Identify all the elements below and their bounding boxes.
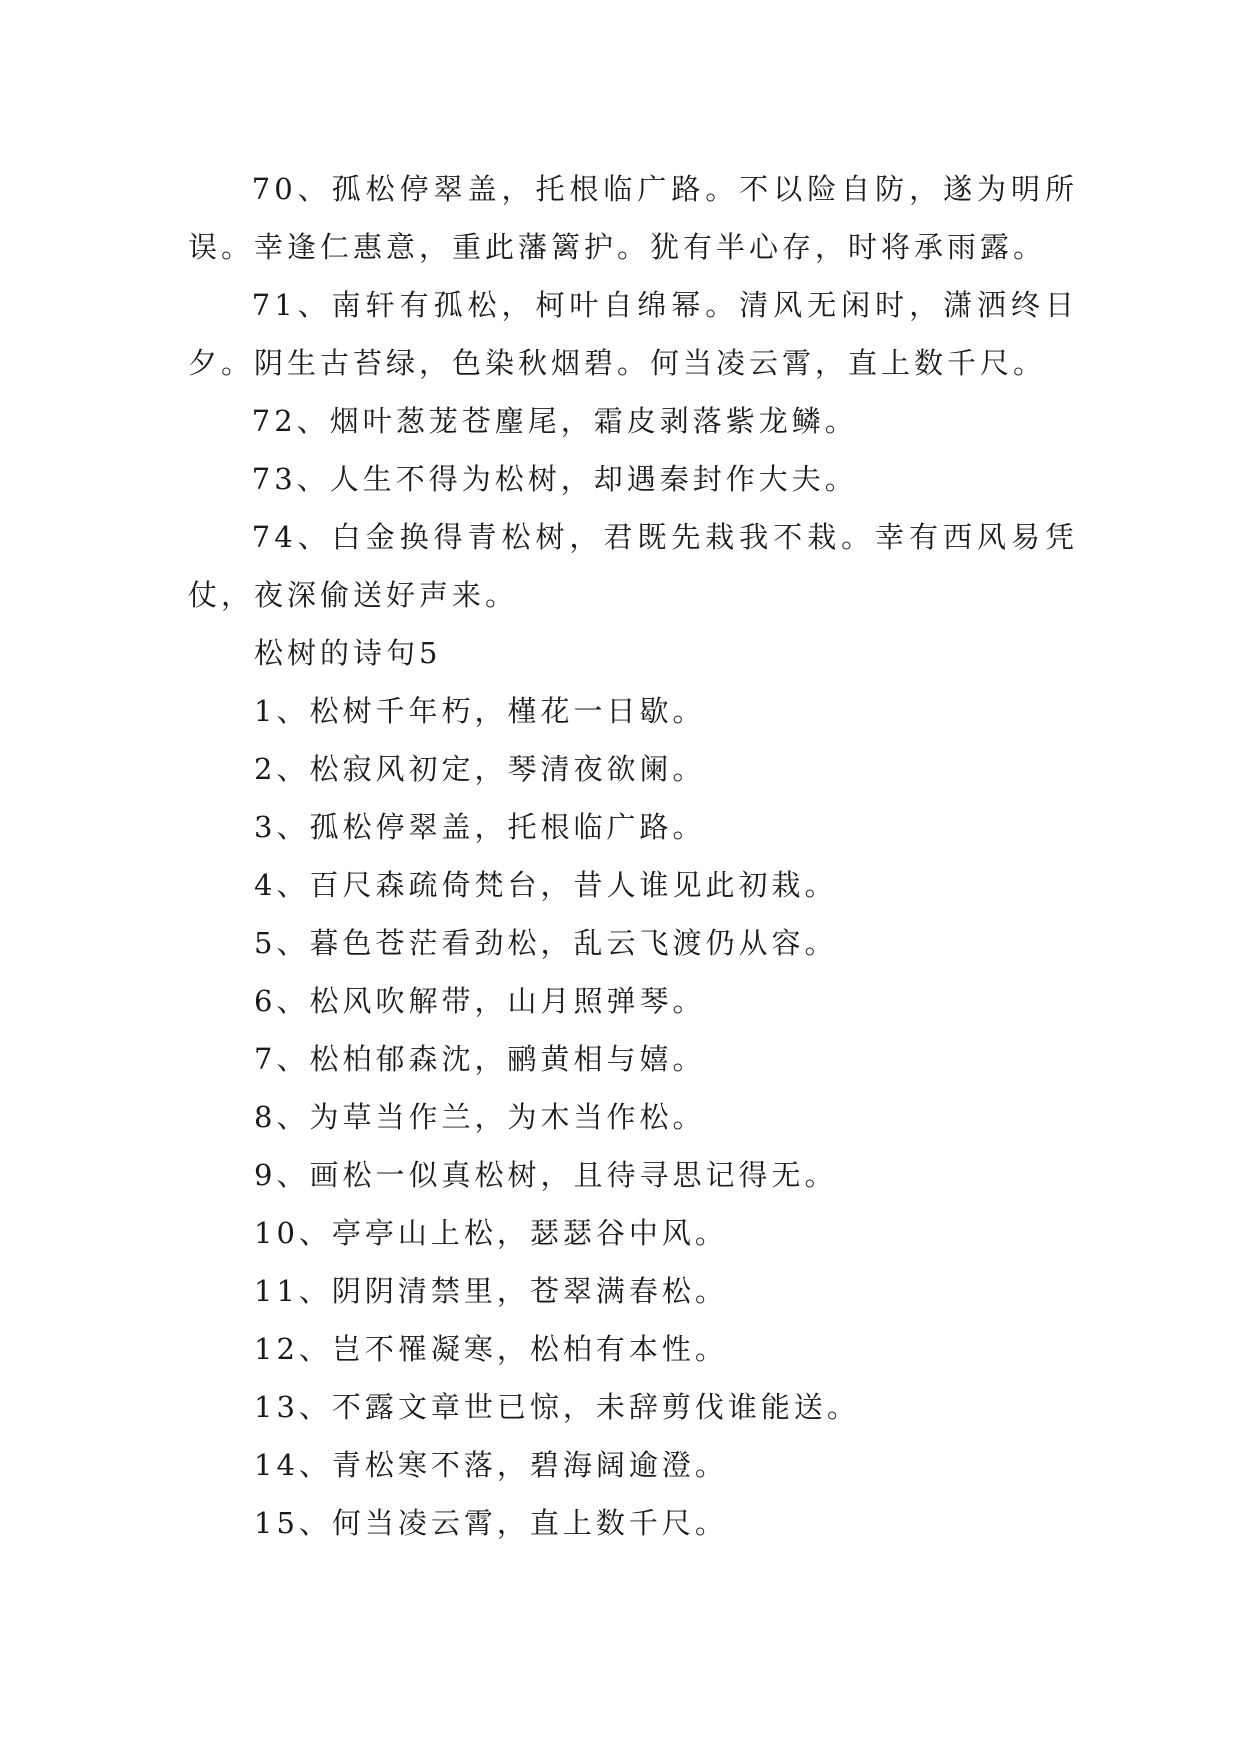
poem-line-6: 6、松风吹解带，山月照弹琴。 [254,984,706,1018]
poem-line-9: 9、画松一似真松树，且待寻思记得无。 [254,1158,838,1192]
poem-line-12: 12、岂不罹凝寒，松柏有本性。 [254,1332,728,1366]
poem-line-7: 7、松柏郁森沈，鹂黄相与嬉。 [254,1042,706,1076]
section-title: 松树的诗句5 [254,636,442,670]
poem-line-14: 14、青松寒不落，碧海阔逾澄。 [254,1448,728,1482]
poem-line-13: 13、不露文章世已惊，未辞剪伐谁能送。 [254,1390,860,1424]
poem-line-10: 10、亭亭山上松，瑟瑟谷中风。 [254,1216,728,1250]
poem-line-3: 3、孤松停翠盖，托根临广路。 [254,810,706,844]
poem-line-15: 15、何当凌云霄，直上数千尺。 [254,1506,728,1540]
document-body [188,160,1078,1552]
poem-paragraph-71: 71、南轩有孤松，柯叶自绵幂。清风无闲时，潇洒终日夕。阴生古苔绿，色染秋烟碧。何当凌云霄，直上数千尺。 [188,288,1078,380]
poem-line-8: 8、为草当作兰，为木当作松。 [254,1100,706,1134]
poem-line-1: 1、松树千年朽，槿花一日歇。 [254,694,706,728]
poem-paragraph-73: 73、人生不得为松树，却遇秦封作大夫。 [251,462,858,496]
poem-paragraph-72: 72、烟叶葱茏苍麈尾，霜皮剥落紫龙鳞。 [251,404,858,438]
poem-line-5: 5、暮色苍茫看劲松，乱云飞渡仍从容。 [254,926,838,960]
poem-paragraph-74: 74、白金换得青松树，君既先栽我不栽。幸有西风易凭仗，夜深偷送好声来。 [188,520,1078,612]
poem-paragraph-70: 70、孤松停翠盖，托根临广路。不以险自防，遂为明所误。幸逢仁惠意，重此藩篱护。犹有半心存，时将承雨露。 [188,172,1078,264]
poem-line-11: 11、阴阴清禁里，苍翠满春松。 [254,1274,728,1308]
poem-line-4: 4、百尺森疏倚梵台，昔人谁见此初栽。 [254,868,838,902]
poem-line-2: 2、松寂风初定，琴清夜欲阑。 [254,752,706,786]
